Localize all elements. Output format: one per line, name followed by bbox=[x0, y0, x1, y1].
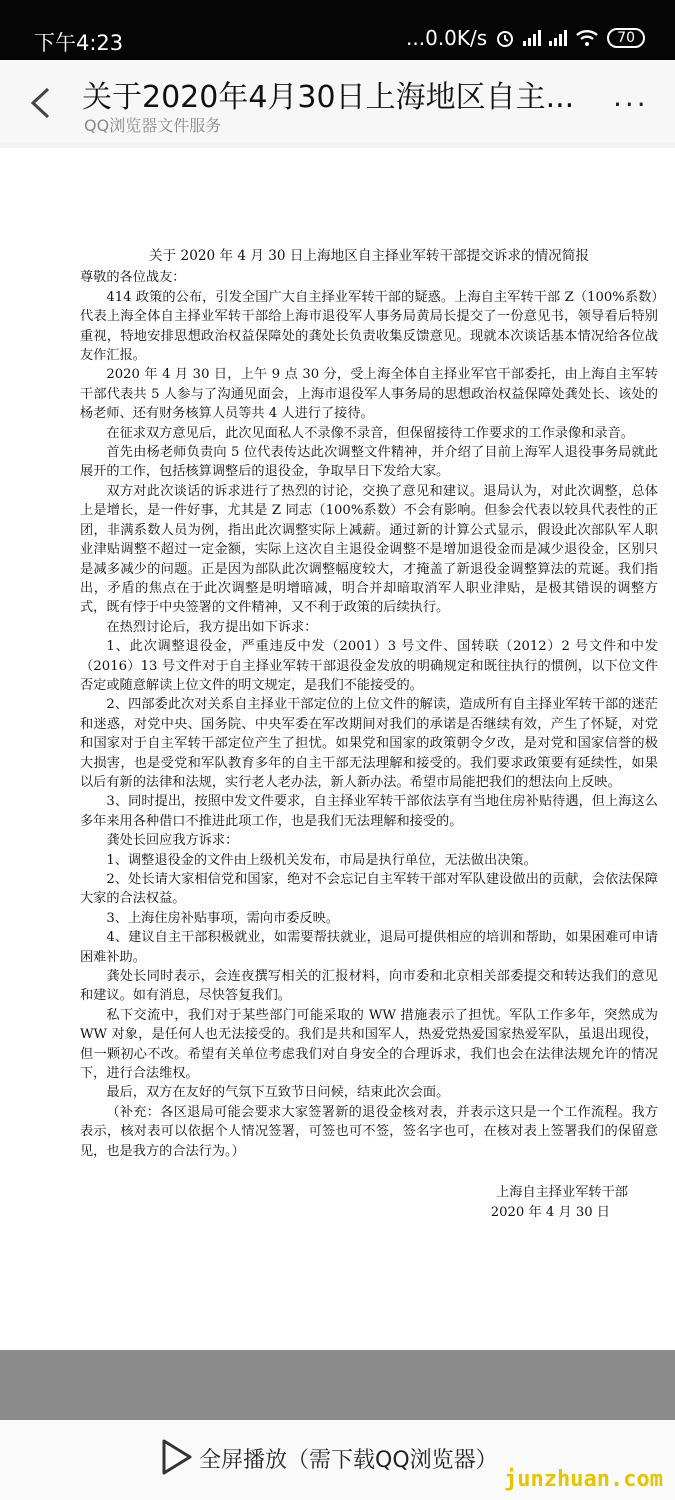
signature: 上海自主择业军转干部 bbox=[496, 1185, 628, 1201]
back-arrow-icon[interactable] bbox=[28, 86, 52, 120]
paragraph: 2020 年 4 月 30 日，上午 9 点 30 分，受上海全体自主择业军官干部委托，由上海自主军转干部代表共 5 人参与了沟通见面会，上海市退役军人事务局的思想政治权益保障处龚处长、该处的杨老师、还有财务核算人员等共 4 人进行了接待。 bbox=[80, 367, 658, 422]
fullscreen-play-bar[interactable] bbox=[0, 1420, 675, 1500]
paragraph: 在征求双方意见后，此次见面私人不录像不录音，但保留接待工作要求的工作录像和录音。 bbox=[106, 425, 634, 441]
page-subtitle: QQ浏览器文件服务 bbox=[84, 116, 222, 135]
paragraph: 414 政策的公布，引发全国广大自主择业军转干部的疑惑。上海自主军转干部 Z（100%系数）代表上海全体自主择业军转干部给上海市退役军人事务局黄局长提交了一份意见书，领导看后特别重视，特地安排思想政治权益保障处的龚处长负责收集反馈意见。现就本次谈话基本情况给各位战友作汇报。 bbox=[80, 289, 658, 364]
paragraph: 3、上海住房补贴事项，需向市委反映。 bbox=[106, 910, 339, 926]
document-page bbox=[0, 148, 675, 1350]
paragraph: （补充：各区退局可能会要求大家签署新的退役金核对表，并表示这只是一个工作流程。我方表示，核对表可以依据个人情况签署，可签也可不签，签名字也可，在核对表上签署我们的保留意见，也是我方的合法行为。） bbox=[80, 1104, 658, 1159]
signature-block bbox=[80, 1183, 658, 1222]
battery-indicator: 70 bbox=[607, 28, 645, 48]
paragraph: 在热烈讨论后，我方提出如下诉求： bbox=[106, 619, 318, 635]
paragraph: 双方对此次谈话的诉求进行了热烈的讨论，交换了意见和建议。退局认为，对此次调整，总体上是增长，是一件好事，尤其是 Z 同志（100%系数）不会有影响。但参会代表以较具代表性的正团，非满系数人员为例，指出此次调整实际上减薪。通过新的计算公式显示，假设此次部队军人职业津贴调整不超过一定金额，实际上这次自主退役金调整不是增加退役金而是减少退役金，区别只是减多减少的问题。正是因为部队此次调整幅度较大，才掩盖了新退役金调整算法的荒诞。我们指出，矛盾的焦点在于此次调整是明增暗减，明合并却暗取消军人职业津贴，是极其错误的调整方式，既有悖于中央签署的文件精神，又不利于政策的后续执行。 bbox=[80, 483, 658, 616]
document-body bbox=[80, 247, 658, 1222]
paragraph: 龚处长同时表示，会连夜撰写相关的汇报材料，向市委和北京相关部委提交和转达我们的意见和建议。如有消息，尽快答复我们。 bbox=[80, 969, 658, 1004]
paragraph: 首先由杨老师负责向 5 位代表传达此次调整文件精神，并介绍了目前上海军人退役事务局就此展开的工作，包括核算调整后的退役金，争取早日下发给大家。 bbox=[80, 445, 658, 480]
paragraph: 2、处长请大家相信党和国家，绝对不会忘记自主军转干部对军队建设做出的贡献，会依法保障大家的合法权益。 bbox=[80, 872, 658, 907]
wifi-icon bbox=[575, 29, 599, 47]
browser-header bbox=[0, 60, 675, 142]
play-icon[interactable] bbox=[160, 1438, 194, 1476]
document-title: 关于 2020 年 4 月 30 日上海地区自主择业军转干部提交诉求的情况简报 bbox=[149, 248, 589, 264]
signal-icon-2 bbox=[549, 30, 567, 46]
paragraph: 2、四部委此次对关系自主择业干部定位的上位文件的解读，造成所有自主择业军转干部的迷茫和迷惑，对党中央、国务院、中央军委在军改期间对我们的承诺是否继续有效，产生了怀疑，对党和国家对于自主军转干部定位产生了担忧。如果党和国家的政策朝令夕改，是对党和国家信誉的极大损害，也是受党和军队教育多年的自主干部无法理解和接受的。我们要求政策要有延续性，如果以后有新的法律和法规，实行老人老办法，新人新办法。希望市局能把我们的想法向上反映。 bbox=[80, 697, 658, 790]
more-menu-icon[interactable]: ... bbox=[613, 80, 649, 113]
status-indicators bbox=[406, 26, 645, 50]
salutation: 尊敬的各位战友： bbox=[80, 270, 186, 286]
paragraph: 最后，双方在友好的气氛下互致节日问候，结束此次会面。 bbox=[106, 1085, 450, 1101]
page-separator bbox=[0, 1350, 675, 1420]
network-speed: ...0.0K/s bbox=[406, 26, 488, 50]
paragraph: 私下交流中，我们对于某些部门可能采取的 WW 措施表示了担忧。军队工作多年，突然成为 WW 对象，是任何人也无法接受的。我们是共和国军人，热爱党热爱国家热爱军队，虽退出现役，但一颗初心不改。希望有关单位考虑我们对自身安全的合理诉求，我们也会在法律法规允许的情况下，进行合法维权。 bbox=[80, 1007, 658, 1082]
paragraph: 1、此次调整退役金，严重违反中发（2001）3 号文件、国转联（2012）2 号文件和中发（2016）13 号文件对于自主择业军转干部退役金发放的明确规定和既往执行的惯例，以下位文件否定或随意解读上位文件的明文规定，是我们不能接受的。 bbox=[80, 639, 658, 693]
status-bar bbox=[0, 0, 675, 60]
watermark: junzhuan.com bbox=[504, 1467, 663, 1492]
paragraph: 4、建议自主干部积极就业，如需要帮扶就业，退局可提供相应的培训和帮助，如果困难可申请困难补助。 bbox=[80, 930, 658, 965]
signal-icon bbox=[523, 30, 541, 46]
paragraph: 1、调整退役金的文件由上级机关发布，市局是执行单位，无法做出决策。 bbox=[106, 852, 537, 868]
fullscreen-play-button[interactable]: 全屏播放（需下载QQ浏览器） bbox=[199, 1448, 498, 1473]
status-time: 下午4:23 bbox=[34, 31, 124, 55]
alarm-icon bbox=[495, 28, 515, 48]
paragraph: 龚处长回应我方诉求： bbox=[106, 833, 239, 849]
page-title: 关于2020年4月30日上海地区自主... bbox=[82, 80, 575, 115]
paragraph: 3、同时提出，按照中发文件要求，自主择业军转干部依法享有当地住房补贴待遇，但上海这么多年来用各种借口不推进此项工作，也是我们无法理解和接受的。 bbox=[80, 794, 658, 829]
signature-date: 2020 年 4 月 30 日 bbox=[490, 1204, 610, 1220]
